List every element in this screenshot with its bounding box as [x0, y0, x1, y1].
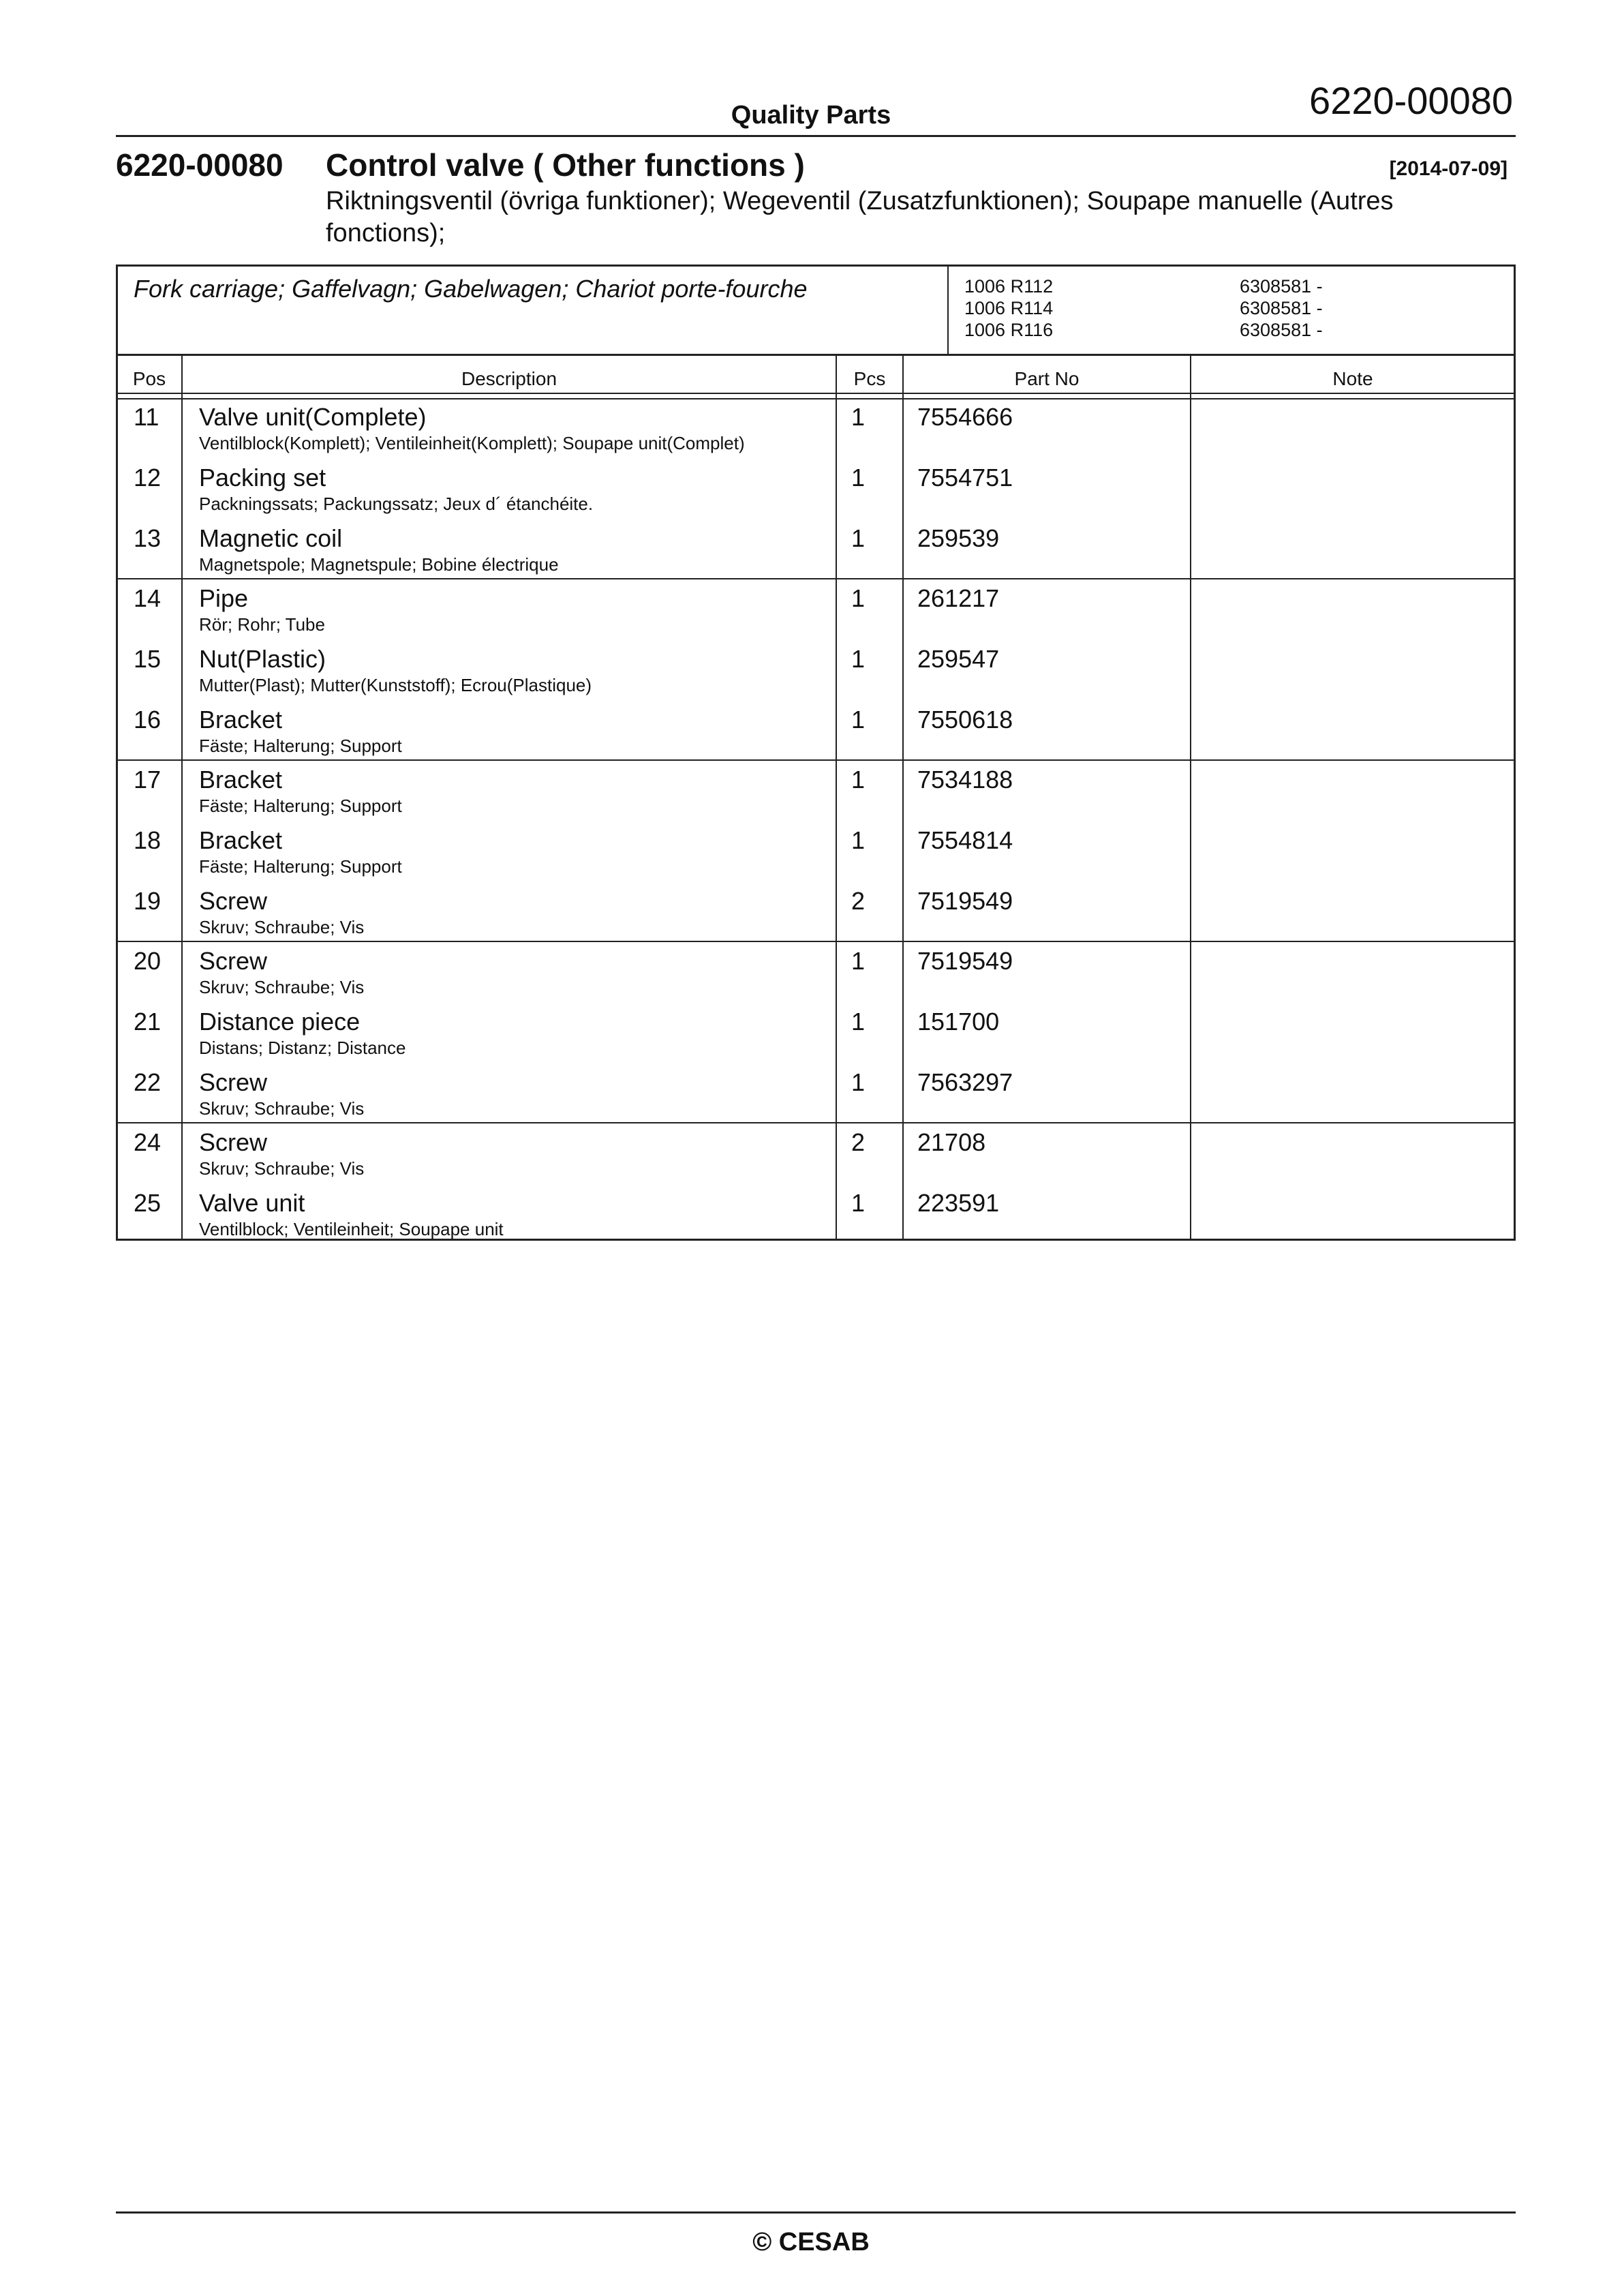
document-number: 6220-00080: [1309, 79, 1513, 122]
row-part-no: 21708: [917, 1128, 986, 1156]
table-row: [117, 1124, 1514, 1184]
table-row: [117, 520, 1514, 580]
row-translations: Ventilblock(Komplett); Ventileinheit(Komplett); Soupape unit(Complet): [199, 433, 745, 453]
row-pos: 11: [134, 403, 159, 431]
model-serial: 6308581 -: [1240, 298, 1323, 318]
brand-heading: Quality Parts: [731, 101, 891, 130]
row-translations: Mutter(Plast); Mutter(Kunststoff); Ecrou(Plastique): [199, 675, 592, 695]
row-part-no: 259539: [917, 524, 1000, 552]
table-row: [117, 1003, 1514, 1063]
row-translations: Rör; Rohr; Tube: [199, 614, 325, 635]
row-pcs: 1: [851, 1189, 866, 1217]
row-pos: 17: [134, 766, 162, 794]
row-pos: 19: [134, 887, 162, 915]
row-description: Screw: [199, 887, 268, 915]
row-pcs: 1: [851, 766, 866, 794]
row-translations: Skruv; Schraube; Vis: [199, 977, 365, 997]
row-part-no: 223591: [917, 1189, 1000, 1217]
table-row: [117, 399, 1514, 459]
row-pos: 21: [134, 1008, 162, 1036]
row-pos: 14: [134, 584, 162, 612]
table-row: [117, 580, 1514, 640]
table-row: [117, 701, 1514, 761]
row-part-no: 7519549: [917, 947, 1013, 975]
row-part-no: 7550618: [917, 706, 1013, 734]
row-description: Magnetic coil: [199, 524, 343, 552]
footer-divider: [116, 2211, 1516, 2214]
copyright-footer: © CESAB: [752, 2228, 870, 2256]
column-header-pcs: Pcs: [853, 368, 886, 389]
row-description: Packing set: [199, 464, 326, 492]
column-header-part-no: Part No: [1014, 368, 1080, 389]
row-translations: Packningssats; Packungssatz; Jeux d´ étanchéite.: [199, 494, 594, 514]
row-pcs: 2: [851, 887, 866, 915]
row-part-no: 261217: [917, 584, 1000, 612]
row-part-no: 151700: [917, 1008, 1000, 1036]
row-part-no: 7534188: [917, 766, 1013, 794]
model-serial: 6308581 -: [1240, 276, 1323, 297]
row-pos: 20: [134, 947, 162, 975]
column-header-description: Description: [461, 368, 557, 389]
row-pcs: 1: [851, 584, 866, 612]
model-separator: [947, 266, 949, 354]
revision-date: [2014-07-09]: [1389, 157, 1508, 180]
header-rule: [117, 393, 1514, 394]
column-header-note: Note: [1332, 368, 1373, 389]
row-part-no: 7554666: [917, 403, 1013, 431]
row-pcs: 1: [851, 1008, 866, 1036]
table-row: [117, 761, 1514, 821]
header-divider: [116, 135, 1516, 137]
row-translations: Fäste; Halterung; Support: [199, 736, 402, 756]
column-header-pos: Pos: [132, 368, 166, 389]
row-translations: Fäste; Halterung; Support: [199, 796, 402, 816]
table-row: [117, 641, 1514, 701]
row-description: Bracket: [199, 706, 283, 734]
row-pcs: 1: [851, 706, 866, 734]
row-pcs: 1: [851, 1068, 866, 1096]
model-name: 1006 R114: [964, 298, 1054, 318]
row-translations: Magnetspole; Magnetspule; Bobine électrique: [199, 554, 559, 575]
row-pos: 12: [134, 464, 162, 492]
title-translations: Riktningsventil (övriga funktioner); Wegeventil (Zusatzfunktionen); Soupape manuelle (Autres fonctions);: [326, 187, 1394, 247]
row-description: Valve unit(Complete): [199, 403, 427, 431]
row-pcs: 1: [851, 464, 866, 492]
row-description: Valve unit: [199, 1189, 305, 1217]
section-title: Fork carriage; Gaffelvagn; Gabelwagen; Chariot porte-fourche: [134, 275, 808, 303]
row-pos: 15: [134, 645, 162, 673]
part-group-code: 6220-00080: [116, 147, 284, 183]
row-pcs: 1: [851, 947, 866, 975]
row-description: Screw: [199, 947, 268, 975]
row-part-no: 7563297: [917, 1068, 1013, 1096]
row-translations: Distans; Distanz; Distance: [199, 1038, 406, 1058]
row-part-no: 7554814: [917, 826, 1013, 854]
row-description: Bracket: [199, 826, 283, 854]
row-pos: 18: [134, 826, 162, 854]
row-pos: 22: [134, 1068, 162, 1096]
model-serial: 6308581 -: [1240, 320, 1323, 340]
table-row: [117, 1064, 1514, 1124]
table-row: [117, 1185, 1514, 1245]
section-divider: [117, 354, 1514, 356]
row-part-no: 7554751: [917, 464, 1013, 492]
row-pcs: 1: [851, 403, 866, 431]
table-row: [117, 883, 1514, 943]
table-row: [117, 459, 1514, 519]
row-pcs: 1: [851, 524, 866, 552]
row-part-no: 259547: [917, 645, 1000, 673]
row-description: Bracket: [199, 766, 283, 794]
row-pcs: 1: [851, 645, 866, 673]
row-part-no: 7519549: [917, 887, 1013, 915]
row-description: Screw: [199, 1128, 268, 1156]
row-pcs: 1: [851, 826, 866, 854]
row-translations: Skruv; Schraube; Vis: [199, 1098, 365, 1119]
row-translations: Ventilblock; Ventileinheit; Soupape unit: [199, 1219, 504, 1239]
page-title: Control valve ( Other functions ): [326, 147, 805, 183]
model-name: 1006 R112: [964, 276, 1054, 297]
row-description: Nut(Plastic): [199, 645, 326, 673]
row-translations: Skruv; Schraube; Vis: [199, 1158, 365, 1179]
row-description: Pipe: [199, 584, 249, 612]
table-row: [117, 943, 1514, 1003]
row-pos: 13: [134, 524, 162, 552]
row-pos: 25: [134, 1189, 162, 1217]
row-translations: Skruv; Schraube; Vis: [199, 917, 365, 937]
row-translations: Fäste; Halterung; Support: [199, 856, 402, 877]
row-description: Screw: [199, 1068, 268, 1096]
table-row: [117, 822, 1514, 882]
row-pos: 16: [134, 706, 162, 734]
row-pcs: 2: [851, 1128, 866, 1156]
model-name: 1006 R116: [964, 320, 1054, 340]
row-pos: 24: [134, 1128, 162, 1156]
row-description: Distance piece: [199, 1008, 361, 1036]
